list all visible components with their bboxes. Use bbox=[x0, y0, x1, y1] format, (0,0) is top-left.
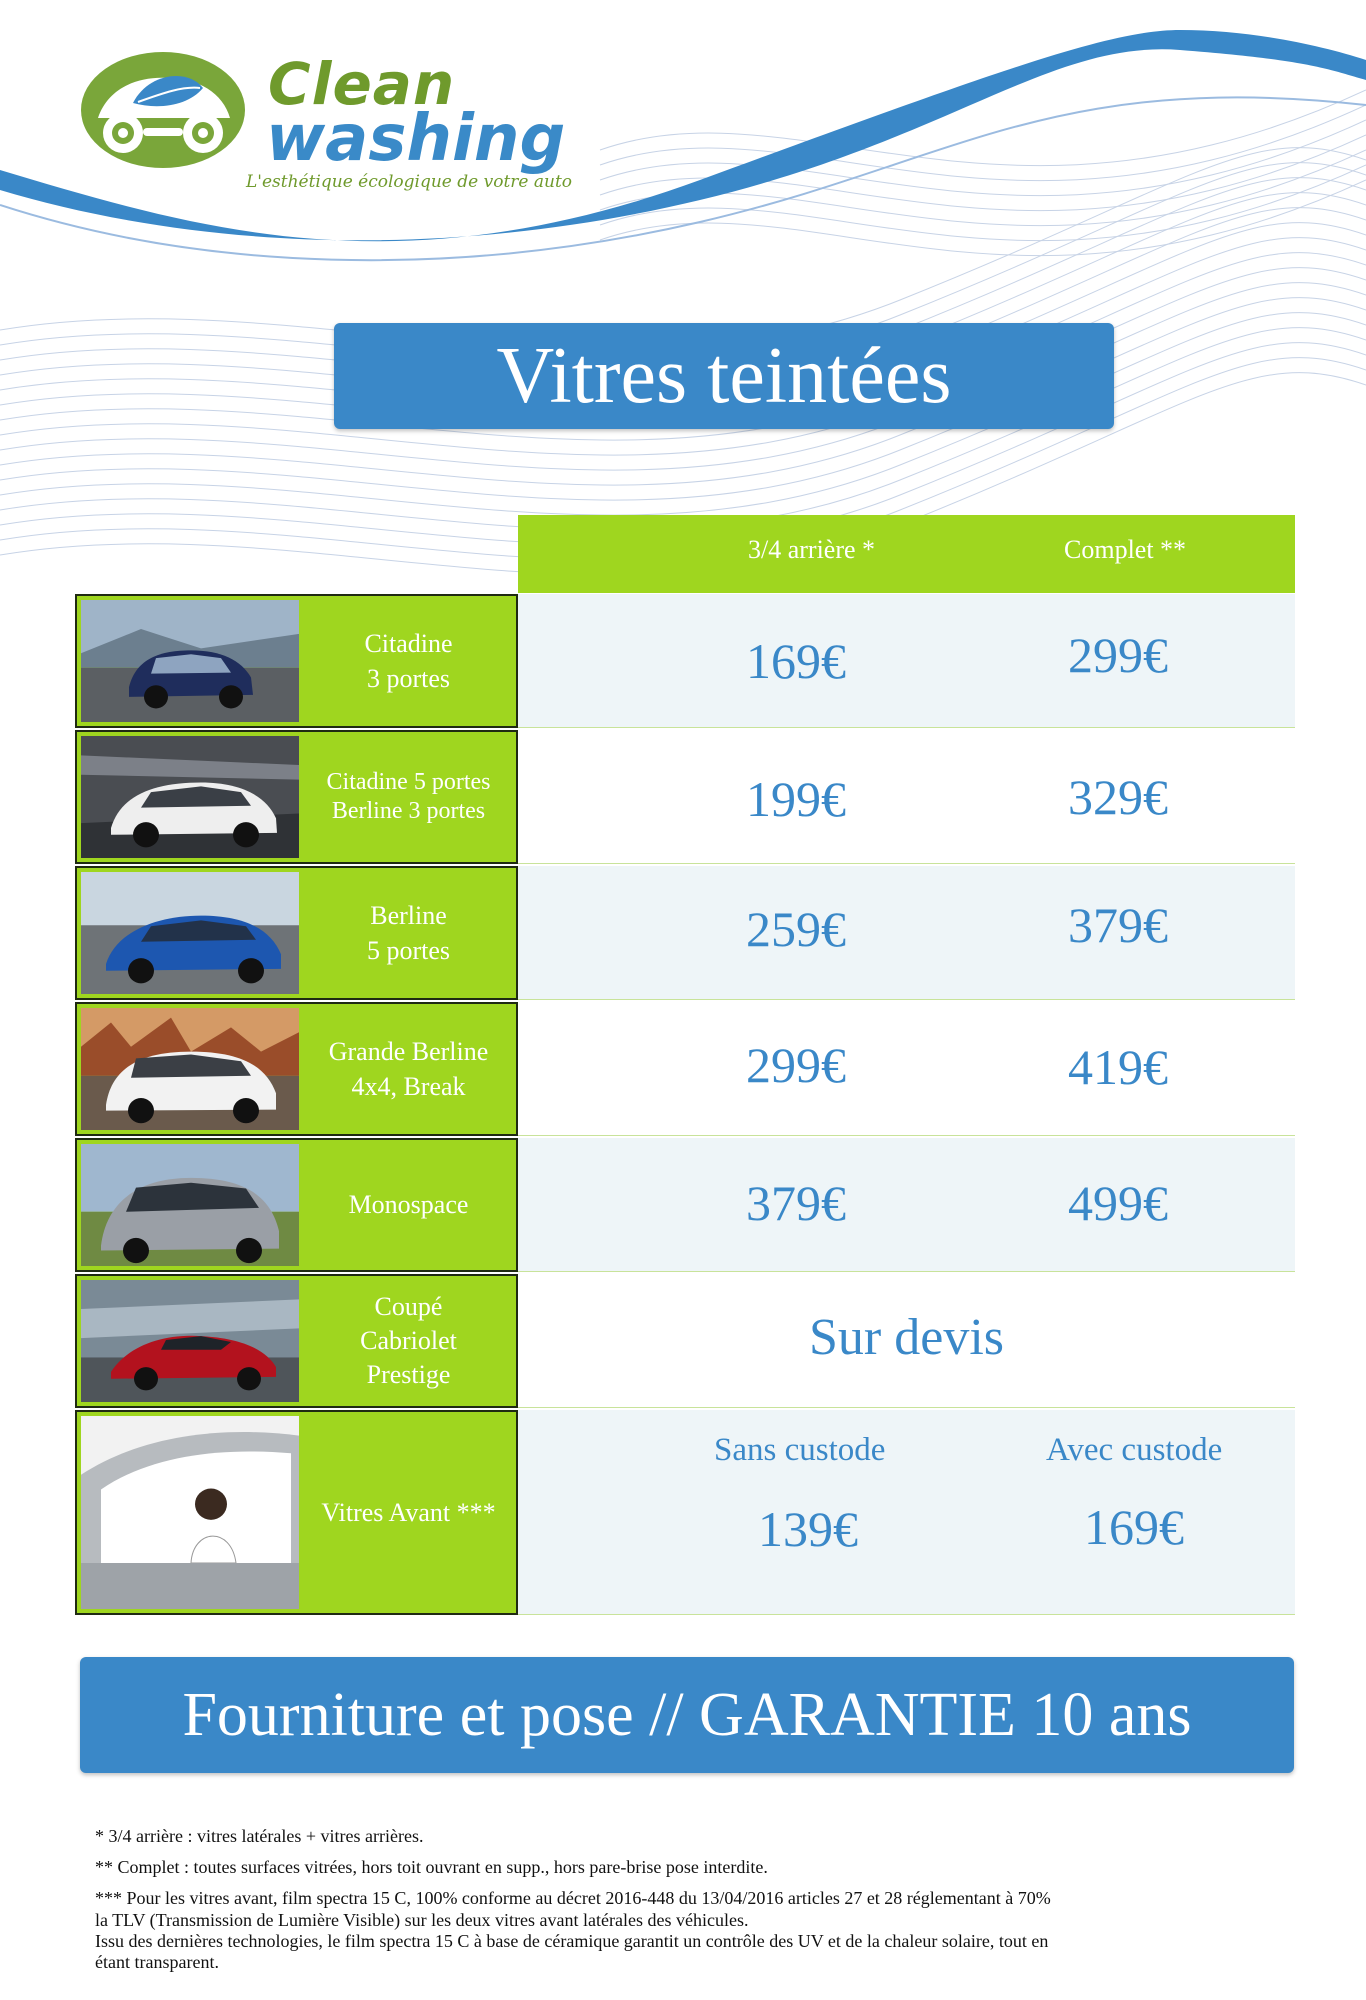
footnote: ** Complet : toutes surfaces vitrées, hors toit ouvrant en supp., hors pare-brise pose interdite. bbox=[95, 1857, 768, 1878]
row-prices bbox=[518, 1138, 1295, 1272]
car-photo bbox=[81, 600, 299, 722]
table-row bbox=[75, 730, 1295, 864]
table-row bbox=[75, 594, 1295, 728]
footnote: *** Pour les vitres avant, film spectra 15 C, 100% conforme au décret 2016-448 du 13/04/2016 articles 27 et 28 réglementant à 70% bbox=[95, 1888, 1051, 1909]
row-label-cell bbox=[75, 594, 518, 728]
sur-devis-text: Sur devis bbox=[809, 1309, 1004, 1366]
row-label-cell bbox=[75, 1138, 518, 1272]
row-prices bbox=[518, 866, 1295, 1000]
car-photo bbox=[81, 1416, 299, 1609]
car-photo bbox=[81, 736, 299, 858]
page-title: Vitres teintées bbox=[496, 331, 952, 420]
row-label: Citadine 3 portes bbox=[364, 628, 453, 693]
price-complet: 329€ bbox=[1068, 769, 1168, 825]
row-label: Berline 5 portes bbox=[366, 900, 451, 965]
row-label: Monospace bbox=[348, 1190, 469, 1220]
price-avec-custode: 169€ bbox=[1084, 1499, 1184, 1555]
price-complet: 419€ bbox=[1068, 1039, 1168, 1095]
row-label-cell bbox=[75, 1274, 518, 1408]
header-complet: Complet ** bbox=[1064, 535, 1187, 564]
row-label: Grande Berline 4x4, Break bbox=[328, 1036, 489, 1101]
row-prices bbox=[518, 594, 1295, 728]
table-row bbox=[75, 1002, 1295, 1136]
table-row bbox=[75, 1274, 1295, 1408]
row-label-cell bbox=[75, 730, 518, 864]
car-photo bbox=[81, 1280, 299, 1402]
footnote: * 3/4 arrière : vitres latérales + vitres arrières. bbox=[95, 1826, 424, 1846]
table-row bbox=[75, 1410, 1295, 1615]
sans-custode-label: Sans custode bbox=[714, 1432, 886, 1468]
row-label: Citadine 5 portes Berline 3 portes bbox=[326, 769, 491, 824]
guarantee-text: Fourniture et pose // GARANTIE 10 ans bbox=[182, 1680, 1192, 1749]
price-34-arriere: 169€ bbox=[746, 633, 846, 689]
guarantee-banner bbox=[80, 1657, 1294, 1773]
price-34-arriere: 299€ bbox=[746, 1037, 846, 1093]
footnotes bbox=[95, 1826, 1295, 1973]
row-prices bbox=[518, 1274, 1295, 1408]
brand-name-washing: washing bbox=[266, 102, 566, 176]
header-34-arriere: 3/4 arrière * bbox=[748, 535, 876, 564]
car-leaf-logo-icon bbox=[78, 48, 248, 178]
brand-name-clean: Clean bbox=[268, 50, 456, 118]
row-label: Vitres Avant *** bbox=[321, 1497, 496, 1527]
price-34-arriere: 379€ bbox=[746, 1175, 846, 1231]
row-label-cell bbox=[75, 1002, 518, 1136]
footnote: étant transparent. bbox=[95, 1952, 219, 1973]
footnote: Issu des dernières technologies, le film spectra 15 C à base de céramique garantit un contrôle des UV et de la chaleur solaire, tout en bbox=[95, 1930, 1049, 1951]
price-complet: 299€ bbox=[1068, 627, 1168, 683]
row-label: Coupé Cabriolet Prestige bbox=[360, 1292, 457, 1389]
car-photo bbox=[81, 872, 299, 994]
price-complet: 499€ bbox=[1068, 1175, 1168, 1231]
price-34-arriere: 259€ bbox=[746, 901, 846, 957]
table-row bbox=[75, 1138, 1295, 1272]
row-prices bbox=[518, 1002, 1295, 1136]
brand-logo bbox=[78, 40, 573, 210]
row-prices bbox=[518, 730, 1295, 864]
avec-custode-label: Avec custode bbox=[1046, 1432, 1223, 1468]
car-photo bbox=[81, 1008, 299, 1130]
brand-tagline: L'esthétique écologique de votre auto bbox=[246, 172, 573, 192]
row-prices bbox=[518, 1410, 1295, 1615]
price-complet: 379€ bbox=[1068, 897, 1168, 953]
price-table-header bbox=[518, 515, 1295, 593]
row-label-cell bbox=[75, 1410, 518, 1615]
price-sans-custode: 139€ bbox=[758, 1501, 858, 1557]
page-title-box bbox=[334, 323, 1114, 429]
footnote: la TLV (Transmission de Lumière Visible) sur les deux vitres avant latérales des véhicules. bbox=[95, 1909, 749, 1930]
table-row bbox=[75, 866, 1295, 1000]
price-34-arriere: 199€ bbox=[746, 771, 846, 827]
row-label-cell bbox=[75, 866, 518, 1000]
car-photo bbox=[81, 1144, 299, 1266]
